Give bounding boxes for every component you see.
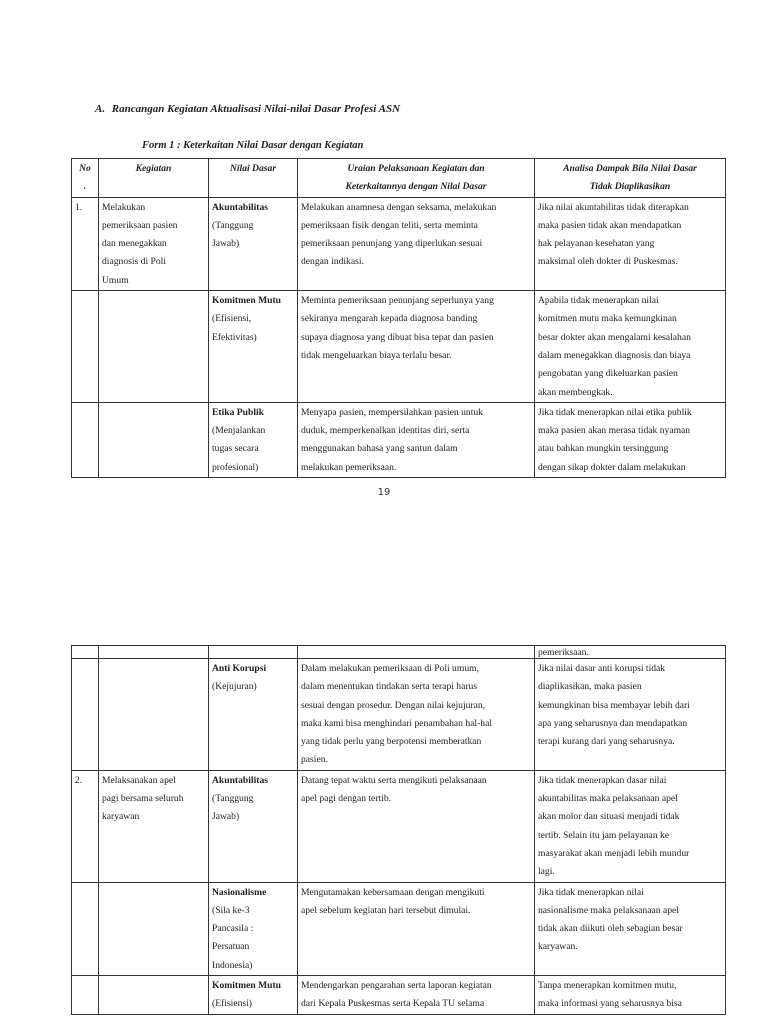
cell-analisa: pemeriksaan. <box>535 646 726 659</box>
table-row <box>72 197 726 290</box>
cell-no <box>72 291 99 403</box>
nilai-dasar-name: Akuntabilitas <box>212 774 268 786</box>
cell-uraian: Datang tepat waktu serta mengikuti pelaksanaan apel pagi dengan tertib. <box>298 770 535 882</box>
cell-kegiatan <box>99 659 209 771</box>
cell-no <box>72 402 99 477</box>
header-kegiatan: Kegiatan <box>99 159 209 198</box>
nilai-dasar-detail: (Efisiensi, Efektivitas) <box>212 313 257 343</box>
cell-analisa: Jika tidak menerapkan dasar nilai akuntabilitas maka pelaksanaan apel akan molor dan situasi menjadi tidak tertib. Selain itu jam pelayanan ke masyarakat akan menjadi lebih mundur lagi. <box>535 770 726 882</box>
cell-no: 1. <box>72 197 99 290</box>
cell-no: 2. <box>72 770 99 882</box>
cell-kegiatan <box>99 291 209 403</box>
cell-kegiatan <box>99 976 209 1015</box>
cell-uraian: Dalam melakukan pemeriksaan di Poli umum, dalam menentukan tindakan serta terapi harus sesuai dengan prosedur. Dengan nilai kejujuran, maka kami bisa menghindari penambahan hal-hal yang tidak perlu yang berpotensi memberatkan pasien. <box>298 659 535 771</box>
page-number: 19 <box>377 487 391 498</box>
nilai-dasar-detail: (Menjalankan tugas secara profesional) <box>212 425 266 473</box>
nilai-dasar-name: Anti Korupsi <box>212 663 267 674</box>
cell-kegiatan <box>99 882 209 975</box>
cell-nilai-dasar <box>209 770 298 882</box>
cell-analisa: Jika tidak menerapkan nilai nasionalisme maka pelaksanaan apel tidak akan diikuti oleh sebagian besar karyawan. <box>535 882 726 975</box>
cell-nilai-dasar <box>209 402 298 477</box>
table-page1 <box>71 158 726 478</box>
cell-nilai-dasar <box>209 197 298 290</box>
cell-analisa: Jika nilai akuntabilitas tidak diterapkan maka pasien tidak akan mendapatkan hak pelayanan kesehatan yang maksimal oleh dokter di Puskesmas. <box>535 197 726 290</box>
table-row <box>72 291 726 403</box>
cell-analisa: Jika tidak menerapkan nilai etika publik maka pasien akan merasa tidak nyaman atau bahkan mungkin tersinggung dengan sikap dokter dalam melakukan <box>535 402 726 477</box>
table-page2 <box>71 645 726 1015</box>
cell-uraian: Menyapa pasien, mempersilahkan pasien untuk duduk, memperkenalkan identitas diri, serta menggunakan bahasa yang santun dalam melakukan pemeriksaan. <box>298 402 535 477</box>
nilai-dasar-name: Akuntabilitas <box>212 201 268 213</box>
section-heading <box>95 103 400 115</box>
cell-no <box>72 976 99 1015</box>
table-header-row <box>72 159 726 198</box>
cell-uraian: Meminta pemeriksaan penunjang seperlunya yang sekiranya mengarah kepada diagnosa banding supaya diagnosa yang dibuat bisa tepat dan pasien tidak mengeluarkan biaya terlalu besar. <box>298 291 535 403</box>
nilai-dasar-name: Nasionalisme <box>212 886 267 898</box>
table-row <box>72 659 726 771</box>
nilai-dasar-name: Etika Publik <box>212 406 264 418</box>
cell-no <box>72 659 99 771</box>
table-row <box>72 402 726 477</box>
table-row <box>72 646 726 659</box>
cell-kegiatan: Melaksanakan apel pagi bersama seluruh karyawan <box>99 770 209 882</box>
cell-uraian: Mengutamakan kebersamaan dengan mengikuti apel sebelum kegiatan hari tersebut dimulai. <box>298 882 535 975</box>
cell-nilai-dasar <box>209 646 298 659</box>
nilai-dasar-detail: (Tanggung Jawab) <box>212 219 254 250</box>
header-analisa: Analisa Dampak Bila Nilai Dasar Tidak Diaplikasikan <box>535 159 726 198</box>
cell-nilai-dasar <box>209 976 298 1015</box>
header-no: No . <box>72 159 99 198</box>
cell-kegiatan <box>99 646 209 659</box>
nilai-dasar-name: Komitmen Mutu <box>212 980 282 992</box>
section-title: Rancangan Kegiatan Aktualisasi Nilai-nilai Dasar Profesi ASN <box>111 103 401 115</box>
cell-nilai-dasar <box>209 659 298 771</box>
cell-nilai-dasar <box>209 291 298 403</box>
cell-nilai-dasar <box>209 882 298 975</box>
cell-no <box>72 882 99 975</box>
nilai-dasar-name: Komitmen Mutu <box>212 295 282 307</box>
cell-uraian: Melakukan anamnesa dengan seksama, melakukan pemeriksaan fisik dengan teliti, serta meminta pemeriksaan penunjang yang diperlukan sesuai dengan indikasi. <box>298 197 535 290</box>
cell-kegiatan: Melakukan pemeriksaan pasien dan menegakkan diagnosis di Poli Umum <box>99 197 209 290</box>
cell-no <box>72 646 99 659</box>
cell-analisa: Apabila tidak menerapkan nilai komitmen mutu maka kemungkinan besar dokter akan mengalami kesalahan dalam menegakkan diagnosis dan biaya pengobatan yang dikeluarkan pasien akan membengkak. <box>535 291 726 403</box>
cell-kegiatan <box>99 402 209 477</box>
cell-analisa: Jika nilai dasar anti korupsi tidak diaplikasikan, maka pasien kemungkinan bisa membayar lebih dari apa yang seharusnya dan mendapatkan terapi kurang dari yang seharusnya. <box>535 659 726 771</box>
table-row <box>72 882 726 975</box>
header-uraian: Uraian Pelaksanaan Kegiatan dan Keterkaitannya dengan Nilai Dasar <box>298 159 535 198</box>
nilai-dasar-detail: (Tanggung Jawab) <box>212 793 254 823</box>
table-row <box>72 976 726 1015</box>
nilai-dasar-detail: (Sila ke-3 Pancasila : Persatuan Indonesia) <box>212 904 254 971</box>
form-title: Form 1 : Keterkaitan Nilai Dasar dengan Kegiatan <box>142 140 364 151</box>
cell-uraian: Mendengarkan pengarahan serta laporan kegiatan dari Kepala Puskesmas serta Kepala TU selama <box>298 976 535 1015</box>
header-nilai-dasar: Nilai Dasar <box>209 159 298 198</box>
nilai-dasar-detail: (Kejujuran) <box>212 681 257 693</box>
nilai-dasar-detail: (Efisiensi) <box>212 998 252 1010</box>
section-number: A. <box>95 103 106 115</box>
cell-uraian <box>298 646 535 659</box>
cell-analisa: Tanpa menerapkan komitmen mutu, maka informasi yang seharusnya bisa <box>535 976 726 1015</box>
table-row <box>72 770 726 882</box>
